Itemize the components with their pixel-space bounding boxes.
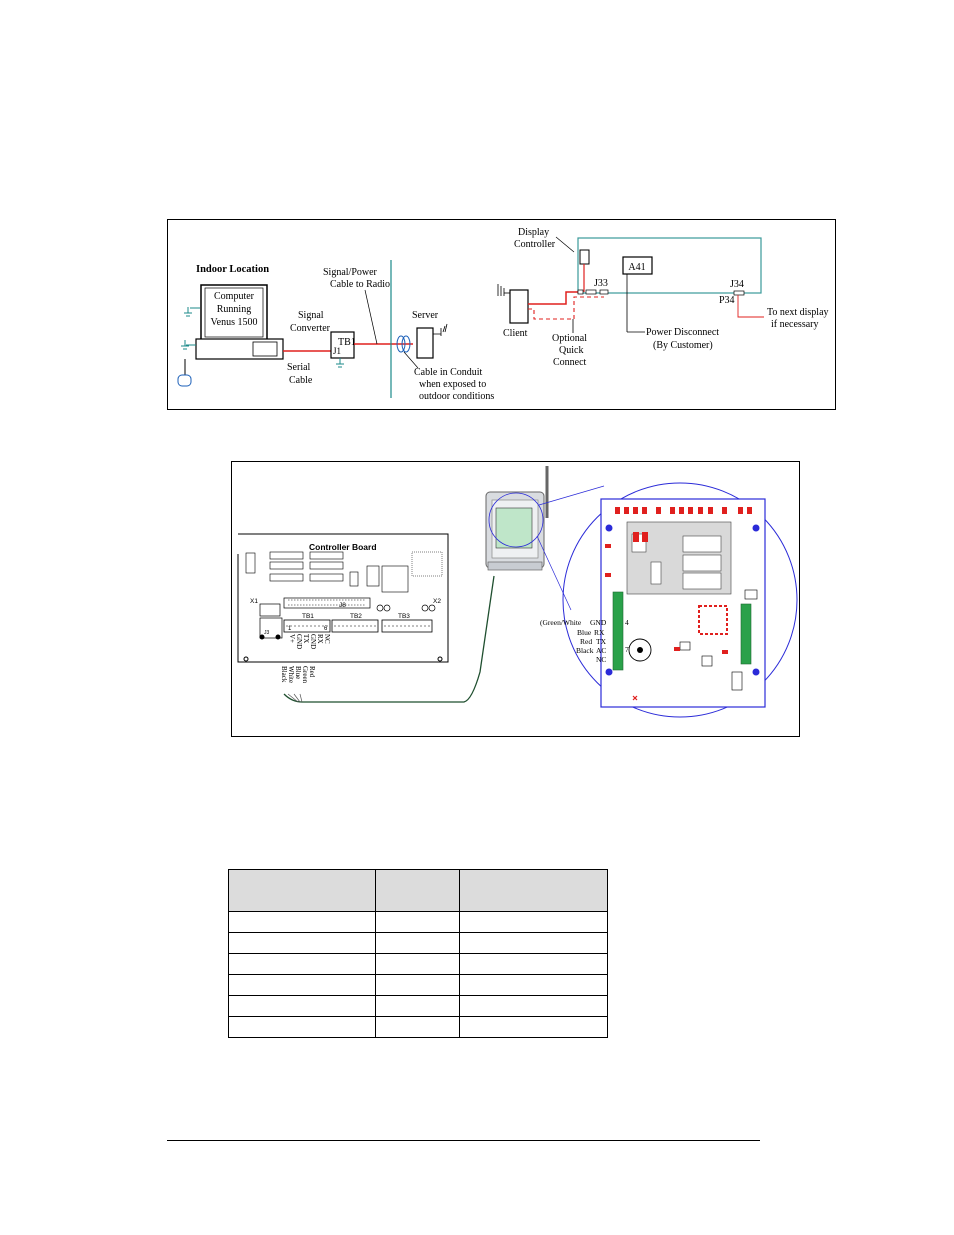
power-disconnect-label-line1: Power Disconnect [646,327,720,338]
table-cell [229,933,376,954]
tb3-label: TB3 [398,613,410,620]
wire-color-red: Red [308,666,316,678]
table-row [229,933,608,954]
pin4-label: 4 [625,618,629,627]
wiring-table [228,869,608,1038]
table-row [229,1017,608,1038]
wire-color-white: White [287,666,295,684]
controller-board [238,534,448,662]
server-label: Server [412,310,439,321]
quick-connect-label-line2: Quick [559,345,584,356]
table-row [229,912,608,933]
table-cell [376,975,460,996]
tb-signal-rx: RX [316,634,324,644]
table-cell [460,933,608,954]
pin1-label: 1 [288,626,292,632]
tb-signal-vplus: V+ [288,634,296,644]
serial-cable-label-line2: Cable [289,375,313,386]
network-diagram-figure [167,219,836,410]
signal-converter-label-line1: Signal [298,310,324,321]
footer-divider [167,1140,760,1141]
callout-line-top [539,486,604,505]
table-header-cell [229,870,376,912]
server-antenna-icon [433,324,447,336]
radio-wiring-color-0: (Green/White [540,618,582,627]
indoor-location-label: Indoor Location [196,264,270,275]
radio-board-magnified [601,499,765,707]
tb-signal-nc: NC [323,634,331,644]
a41-label: A41 [628,262,646,273]
conduit-label-line1: Cable in Conduit [414,367,483,378]
p34-label: P34 [719,295,735,306]
radio-wiring-signal-4: NC [596,655,607,664]
table-cell [229,996,376,1017]
server-radio-box [417,328,433,358]
display-controller-box [580,250,589,264]
table-header-cell [376,870,460,912]
table-cell [376,933,460,954]
j1-label: J1 [333,346,342,356]
pin6-label: 6 [324,626,328,632]
conduit-label-line2: when exposed to [419,379,487,390]
radio-wiring-color-2: Red [580,637,593,646]
client-antenna-icon [498,284,504,296]
x1-label: X1 [250,598,258,605]
next-display-label-line2: if necessary [771,319,819,330]
conduit-label-line3: outdoor conditions [419,391,495,402]
radio-wiring-signal-0: GND [590,618,607,627]
radio-wiring-color-3: Black [576,646,594,655]
signal-power-label-line1: Signal/Power [323,267,377,278]
tb-signal-gnd: GND [295,634,303,650]
next-display-line [738,295,764,317]
table-cell [229,954,376,975]
table-header-cell [460,870,608,912]
j33-connector-b [600,290,608,294]
signal-power-label-line2: Cable to Radio [330,279,390,290]
table-cell [376,912,460,933]
client-signal-line [528,292,580,304]
power-disconnect-label-line2: (By Customer) [653,340,713,351]
client-radio-box [510,290,528,323]
wire-color-black: Black [280,666,288,683]
computer-case-icon [196,339,283,359]
table-cell [460,1017,608,1038]
next-display-label-line1: To next display [767,307,829,318]
table-row [229,996,608,1017]
display-controller-label-line2: Controller [514,239,556,250]
j34-label: J34 [730,279,744,290]
pin7-label: 7 [625,645,629,654]
j8-label: J8 [339,602,346,609]
table-cell [229,912,376,933]
radio-wiring-signal-2: TX [596,637,606,646]
tb1-board-label: TB1 [302,613,314,620]
controller-wiring-figure [231,461,800,737]
display-controller-leader [556,237,574,252]
mouse-icon [178,359,191,386]
j33-label: J33 [594,278,608,289]
table-cell [229,975,376,996]
serial-cable-label-line1: Serial [287,362,311,373]
radio-enclosure [486,466,547,570]
computer-label-line3: Venus 1500 [210,317,258,328]
quick-connect-label-line3: Connect [553,357,587,368]
j33-connector-a [586,290,596,294]
tb2-label: TB2 [350,613,362,620]
signal-power-leader [365,290,377,344]
table-cell [460,912,608,933]
tb-signal-gnd2: GND [309,634,317,650]
j34-connector [734,291,744,295]
controller-board-label: Controller Board [309,542,377,552]
radio-wiring-signal-3: AC [596,646,607,655]
wire-color-blue: Blue [294,666,302,680]
table-cell [460,954,608,975]
client-label: Client [503,328,528,339]
converter-ground-icon [336,358,344,367]
table-row [229,975,608,996]
tb-signal-tx: TX [302,634,310,644]
radio-wiring-color-1: Blue [577,628,592,637]
table-cell [229,1017,376,1038]
tb1-label: TB1 [338,337,356,348]
display-controller-label-line1: Display [518,227,550,238]
x2-label: X2 [433,598,441,605]
table-cell [460,975,608,996]
connector-small [578,290,583,294]
controller-wiring-diagram [232,462,801,738]
table-row [229,954,608,975]
table-cell [460,996,608,1017]
table-cell [376,954,460,975]
table-cell [376,996,460,1017]
j3-label: J3 [264,630,270,636]
computer-label-line2: Running [216,304,252,315]
network-diagram [168,220,837,411]
signal-converter-label-line2: Converter [290,323,330,334]
table-header-row [229,870,608,912]
conduit-leader [404,352,418,368]
table-cell [376,1017,460,1038]
radio-wiring-signal-1: RX [594,628,605,637]
wire-color-green: Green [301,666,309,684]
quick-connect-label-line1: Optional [552,333,587,344]
computer-label-line1: Computer [214,291,254,302]
